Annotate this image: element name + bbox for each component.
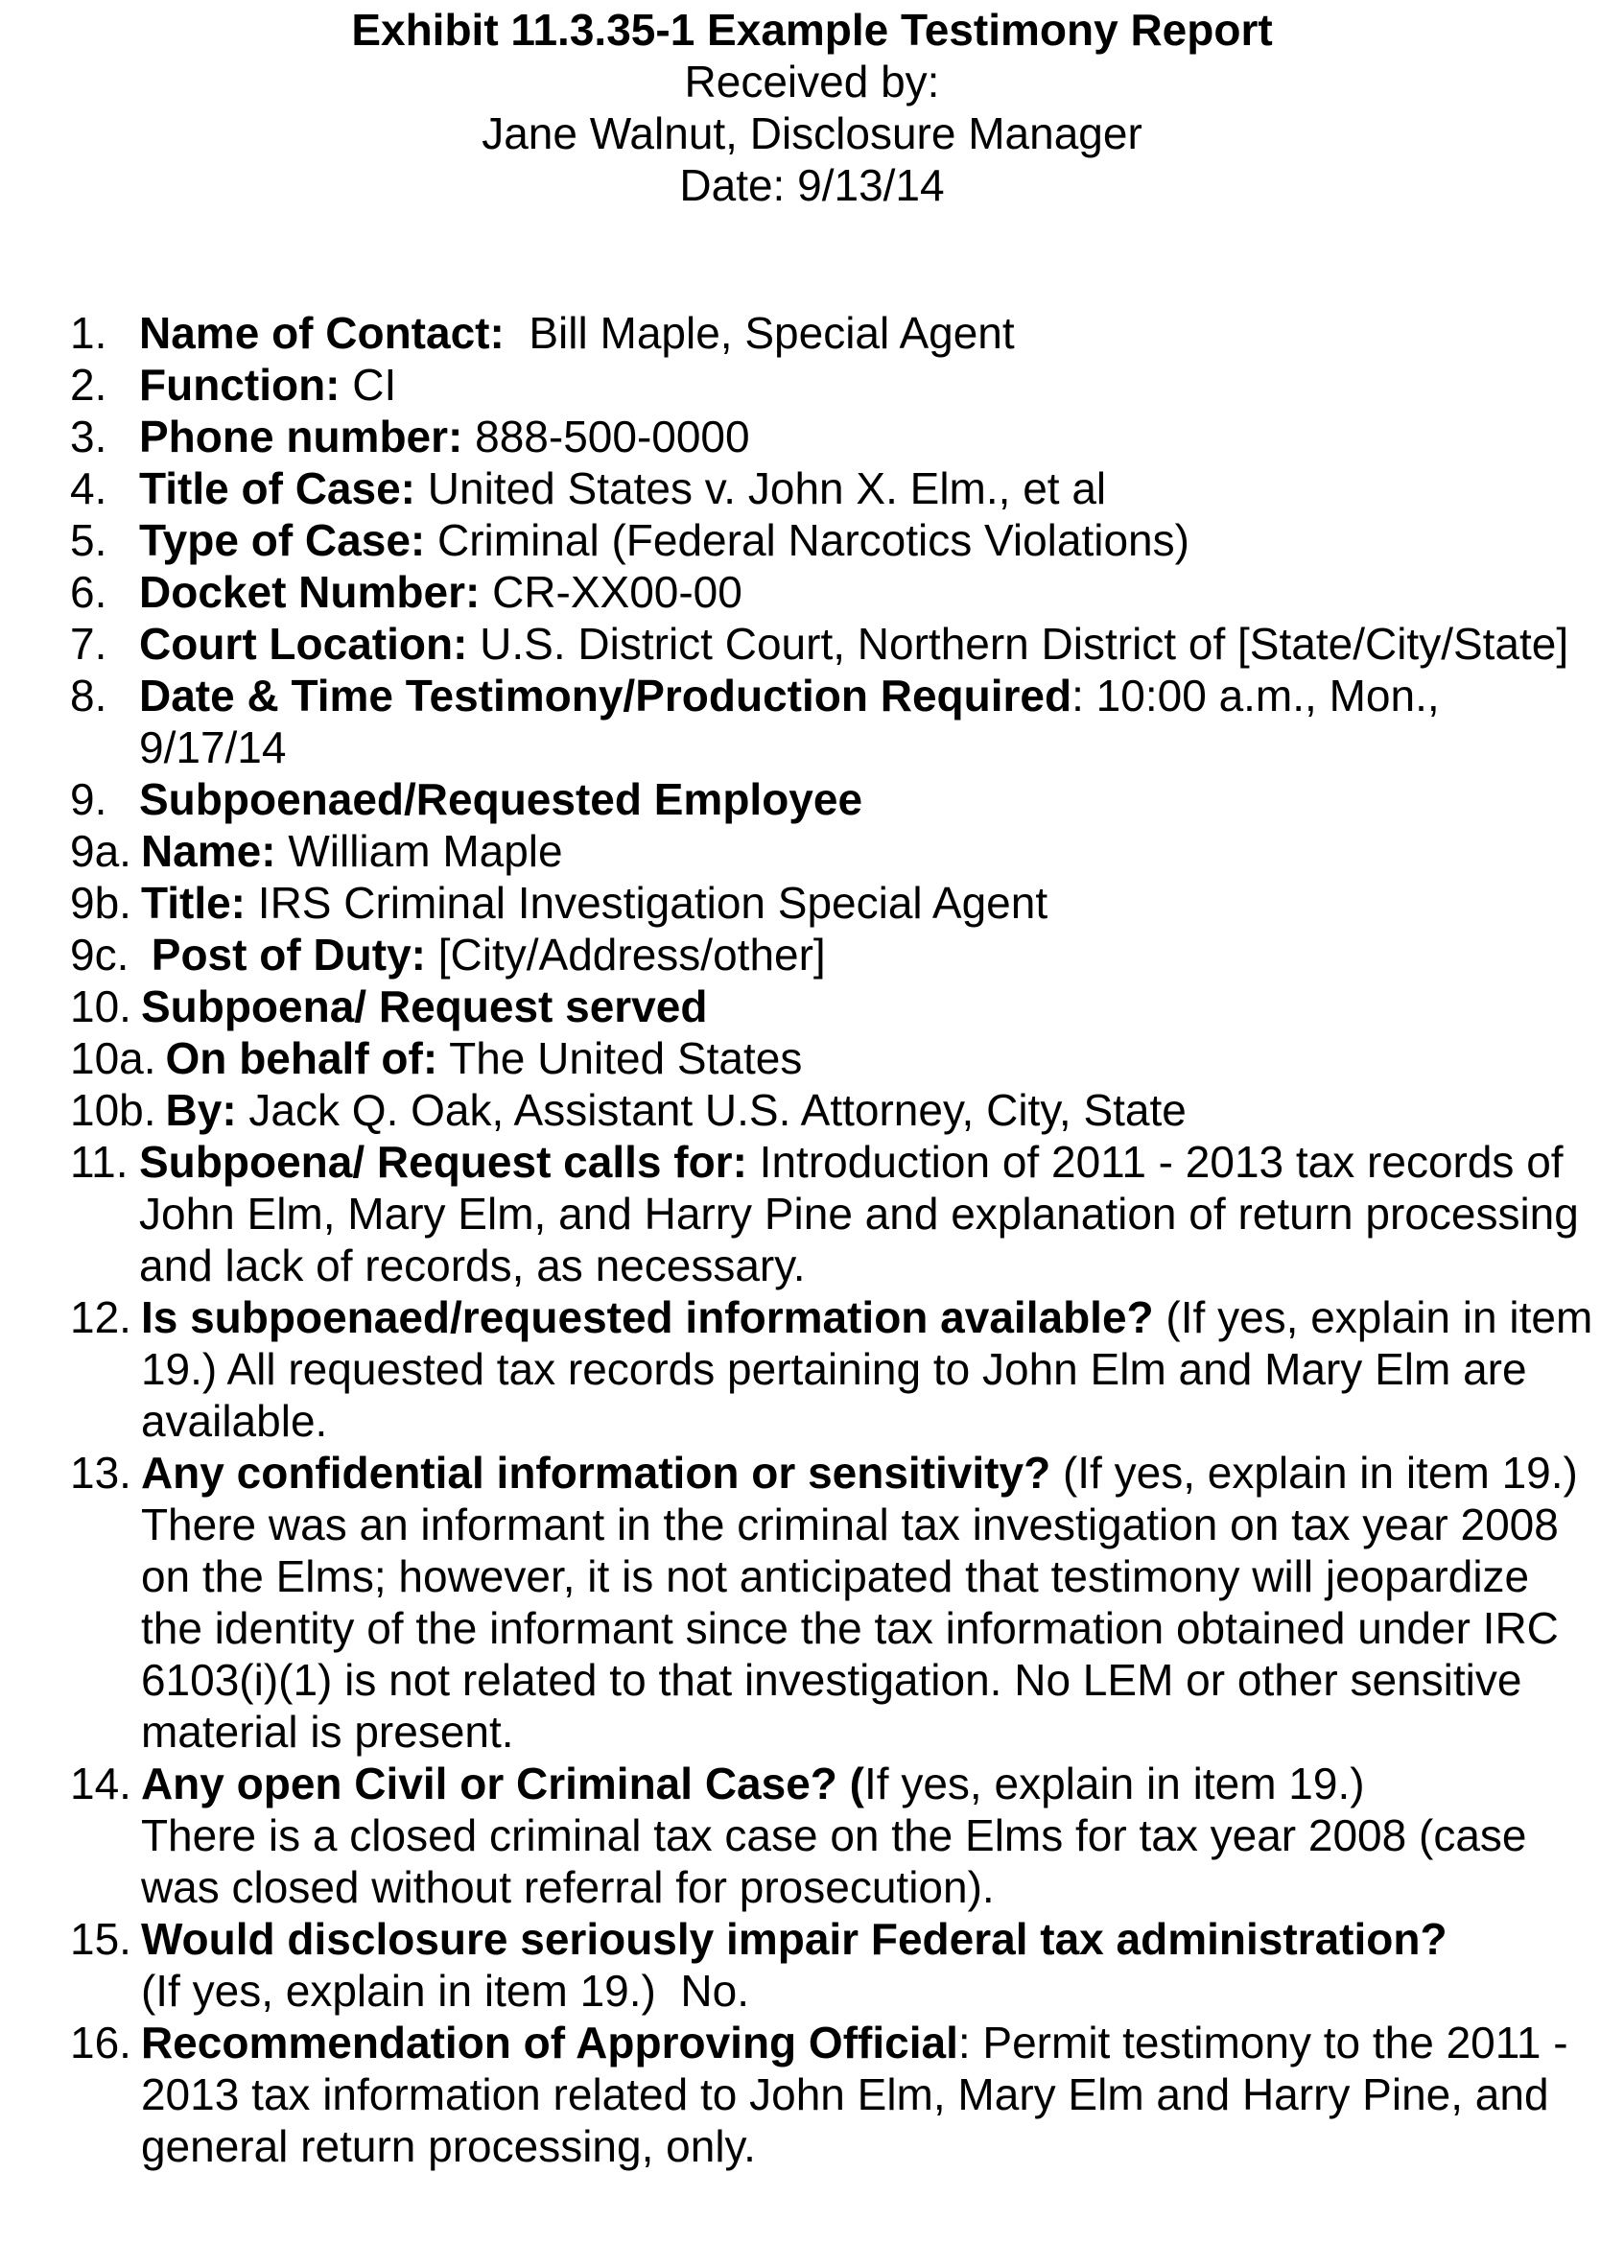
list-item-9c (70, 929, 1597, 980)
item-number: 6. (70, 567, 107, 617)
item-value-continued: (If yes, explain in item 19.) No. (140, 1966, 749, 2016)
list-item-14 (70, 1758, 1597, 1913)
item-number: 12. (70, 1292, 131, 1342)
item-value: Jack Q. Oak, Assistant U.S. Attorney, City, State (236, 1085, 1187, 1135)
list-item-10a (70, 1032, 1597, 1084)
list-item-4 (70, 462, 1597, 514)
list-item-1 (70, 307, 1597, 359)
item-label: Subpoena/ Request calls for: (139, 1137, 747, 1187)
item-label: Post of Duty: (139, 930, 426, 980)
item-text (141, 2017, 1597, 2172)
item-label: Function: (139, 360, 341, 410)
item-number: 16. (70, 2018, 131, 2067)
item-number: 8. (70, 671, 107, 721)
list-item-9 (70, 773, 1597, 825)
item-label: Subpoenaed/Requested Employee (139, 774, 863, 824)
list-item-13 (70, 1447, 1597, 1758)
item-label: Subpoena/ Request served (140, 981, 708, 1031)
item-number: 15. (70, 1914, 131, 1964)
item-label: Title: (140, 878, 247, 928)
item-label: Any confidential information or sensitivity? (140, 1448, 1051, 1498)
item-value: Bill Maple, Special Agent (504, 308, 1015, 358)
item-number: 4. (70, 463, 107, 513)
item-value: : Permit testimony to the 2011 - 2013 tax information related to John Elm, Mary Elm and Harry Pine, and general return processing, only. (140, 2018, 1568, 2171)
item-text (141, 877, 1597, 929)
item-value: : 10:00 a.m., Mon., 9/17/14 (139, 671, 1440, 772)
list-item-7 (70, 618, 1597, 670)
item-text (139, 773, 1597, 825)
item-number: 11. (70, 1137, 129, 1187)
item-value: If yes, explain in item 19.) (864, 1759, 1365, 1808)
item-label: Court Location: (139, 619, 468, 669)
received-by-label: Received by: (684, 57, 940, 106)
item-value: The United States (437, 1033, 803, 1083)
item-label: Type of Case: (139, 515, 426, 565)
item-text (139, 307, 1597, 359)
item-label: Would disclosure seriously impair Federal tax administration? (140, 1914, 1447, 1964)
item-value-continued: There is a closed criminal tax case on the Elms for tax year 2008 (case was closed without referral for prosecution). (140, 1810, 1527, 1912)
list-item-9b (70, 877, 1597, 929)
item-text (139, 618, 1597, 670)
item-number: 3. (70, 412, 107, 461)
item-value: Criminal (Federal Narcotics Violations) (425, 515, 1189, 565)
exhibit-title: Exhibit 11.3.35-1 Example Testimony Report (351, 5, 1273, 55)
item-text (139, 670, 1597, 773)
item-number: 7. (70, 619, 107, 669)
list-item-8 (70, 670, 1597, 773)
list-item-11 (70, 1136, 1597, 1291)
item-text (141, 825, 1597, 877)
item-value: Introduction of 2011 - 2013 tax records of John Elm, Mary Elm, and Harry Pine and explanation of return processing and lack of records, as necessary. (139, 1137, 1579, 1290)
item-label: Phone number: (139, 412, 463, 461)
item-value: [City/Address/other] (425, 930, 826, 980)
item-text (166, 1032, 1597, 1084)
list-item-16 (70, 2017, 1597, 2172)
list-item-6 (70, 566, 1597, 618)
item-label: Name of Contact: (139, 308, 505, 358)
item-text (139, 1136, 1597, 1291)
item-text (166, 1084, 1597, 1136)
item-text (139, 462, 1597, 514)
item-text (141, 1758, 1597, 1913)
item-label: Recommendation of Approving Official (140, 2018, 958, 2067)
list-item-10 (70, 980, 1597, 1032)
item-label: Docket Number: (139, 567, 481, 617)
item-label: Name: (140, 826, 276, 876)
item-text (141, 980, 1597, 1032)
report-date: Date: 9/13/14 (679, 160, 945, 210)
item-number: 10a. (70, 1033, 156, 1083)
item-text (141, 1291, 1597, 1447)
list-item-10b (70, 1084, 1597, 1136)
item-number: 10. (70, 981, 131, 1031)
list-item-2 (70, 359, 1597, 411)
item-number: 14. (70, 1759, 131, 1808)
item-text (141, 1447, 1597, 1758)
item-text (139, 411, 1597, 462)
item-label: By: (165, 1085, 237, 1135)
list-item-9a (70, 825, 1597, 877)
item-value: (If yes, explain in item 19.) There was an informant in the criminal tax investigation on tax year 2008 on the Elms; however, it is not anticipated that testimony will jeopardize the identity of the informant since the tax information obtained under IRC 6103(i)(1) is not related to that investigation. No LEM or other sensitive material is present. (140, 1448, 1578, 1757)
item-label: Date & Time Testimony/Production Required (139, 671, 1072, 721)
testimony-item-list (0, 307, 1624, 2172)
item-text (139, 566, 1597, 618)
list-item-15 (70, 1913, 1597, 2017)
item-value: U.S. District Court, Northern District of [State/City/State] (467, 619, 1569, 669)
list-item-12 (70, 1291, 1597, 1447)
item-number: 9c. (70, 930, 129, 980)
item-number: 9. (70, 774, 107, 824)
item-number: 9a. (70, 826, 131, 876)
item-text (141, 1913, 1597, 2017)
item-value: CR-XX00-00 (480, 567, 742, 617)
item-number: 5. (70, 515, 107, 565)
item-text (139, 929, 1597, 980)
item-label: Any open Civil or Criminal Case? ( (140, 1759, 864, 1808)
item-value: IRS Criminal Investigation Special Agent (246, 878, 1048, 928)
item-number: 10b. (70, 1085, 156, 1135)
item-value: CI (340, 360, 397, 410)
item-value: 888-500-0000 (462, 412, 750, 461)
list-item-5 (70, 514, 1597, 566)
list-item-3 (70, 411, 1597, 462)
item-label: On behalf of: (165, 1033, 438, 1083)
item-text (139, 359, 1597, 411)
recipient-name: Jane Walnut, Disclosure Manager (482, 108, 1142, 158)
item-number: 1. (70, 308, 107, 358)
item-number: 2. (70, 360, 107, 410)
item-text (139, 514, 1597, 566)
item-value: William Maple (275, 826, 563, 876)
item-value: United States v. John X. Elm., et al (415, 463, 1107, 513)
item-number: 13. (70, 1448, 131, 1498)
item-number: 9b. (70, 878, 131, 928)
item-label: Is subpoenaed/requested information available? (140, 1292, 1154, 1342)
item-label: Title of Case: (139, 463, 415, 513)
title-block (0, 0, 1624, 211)
item-value: (If yes, explain in item 19.) All requested tax records pertaining to John Elm and Mary Elm are available. (140, 1292, 1593, 1446)
